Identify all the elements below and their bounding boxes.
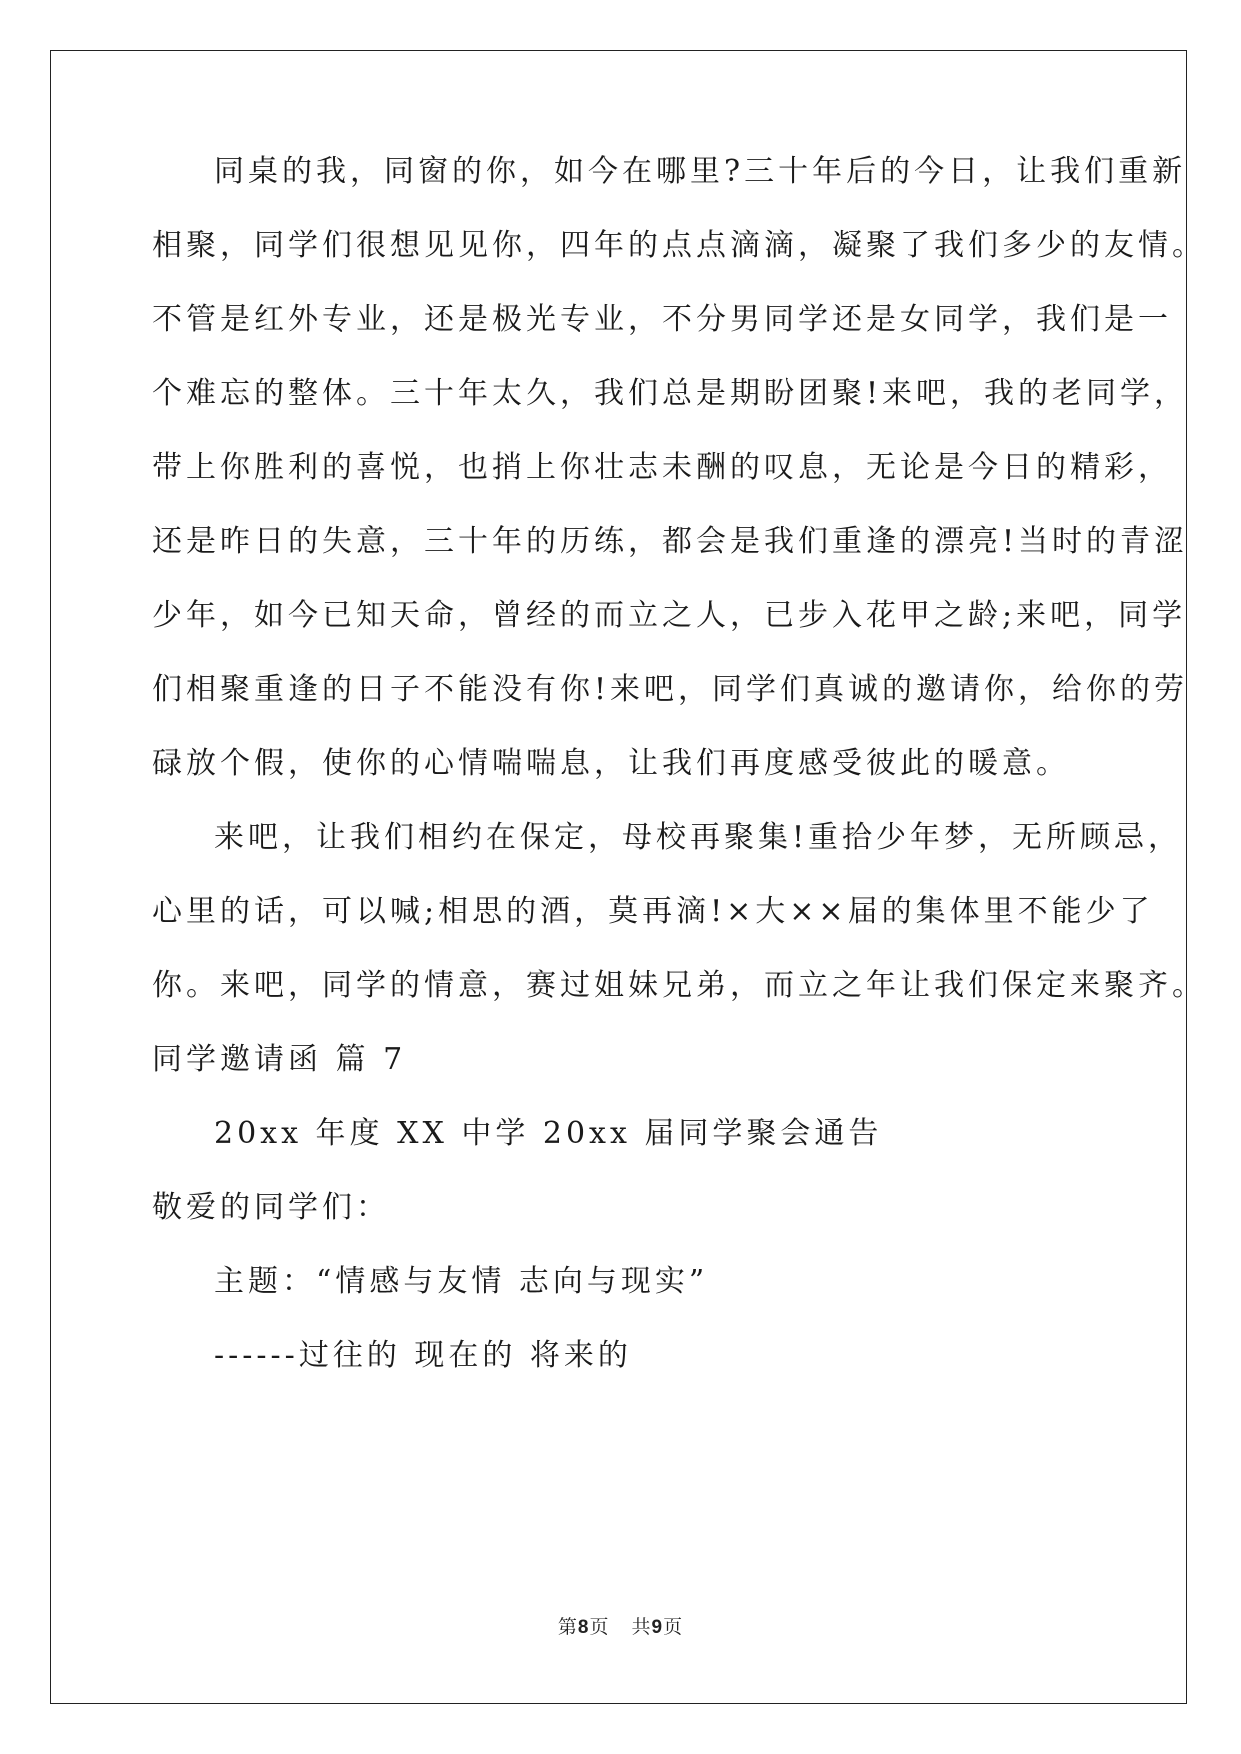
section-heading: 同学邀请函 篇 7 [152,1042,407,1077]
footer-total-prefix: 共 [631,1616,652,1638]
footer-prefix: 第 [557,1616,578,1638]
theme-line: 主题：“情感与友情 志向与现实” [214,1264,709,1299]
footer-page-word: 页 [589,1616,610,1638]
paragraph-2-line-1: 来吧，让我们相约在保定，母校再聚集!重拾少年梦，无所顾忌， [214,820,1183,855]
page-footer [0,1612,1241,1639]
paragraph-2-line-3: 你。来吧，同学的情意，赛过姐妹兄弟，而立之年让我们保定来聚齐。 [152,968,1206,1003]
footer-total-suffix: 页 [663,1616,684,1638]
paragraph-1-line-3: 不管是红外专业，还是极光专业，不分男同学还是女同学，我们是一 [152,302,1172,337]
paragraph-1-line-4: 个难忘的整体。三十年太久，我们总是期盼团聚!来吧，我的老同学， [152,376,1189,411]
paragraph-1-line-5: 带上你胜利的喜悦，也捎上你壮志未酬的叹息，无论是今日的精彩， [152,450,1172,485]
paragraph-1-line-8: 们相聚重逢的日子不能没有你!来吧，同学们真诚的邀请你，给你的劳 [152,672,1189,707]
paragraph-1-line-1: 同桌的我，同窗的你，如今在哪里?三十年后的今日，让我们重新 [214,154,1187,189]
current-page-number: 8 [577,1617,590,1638]
paragraph-1-line-7: 少年，如今已知天命，曾经的而立之人，已步入花甲之龄;来吧，同学 [152,598,1187,633]
page-border [50,50,1187,1704]
paragraph-1-line-6: 还是昨日的失意，三十年的历练，都会是我们重逢的漂亮!当时的青涩 [152,524,1189,559]
paragraph-1-line-9: 碌放个假，使你的心情喘喘息，让我们再度感受彼此的暖意。 [152,746,1070,781]
paragraph-2-line-2: 心里的话，可以喊;相思的酒，莫再滴!×大××届的集体里不能少了 [152,894,1154,929]
salutation: 敬爱的同学们： [152,1190,390,1225]
total-pages-number: 9 [651,1617,664,1638]
theme-subline: ------过往的 现在的 将来的 [214,1338,632,1373]
notice-title: 20xx 年度 XX 中学 20xx 届同学聚会通告 [214,1116,883,1151]
paragraph-1-line-2: 相聚，同学们很想见见你，四年的点点滴滴，凝聚了我们多少的友情。 [152,228,1206,263]
